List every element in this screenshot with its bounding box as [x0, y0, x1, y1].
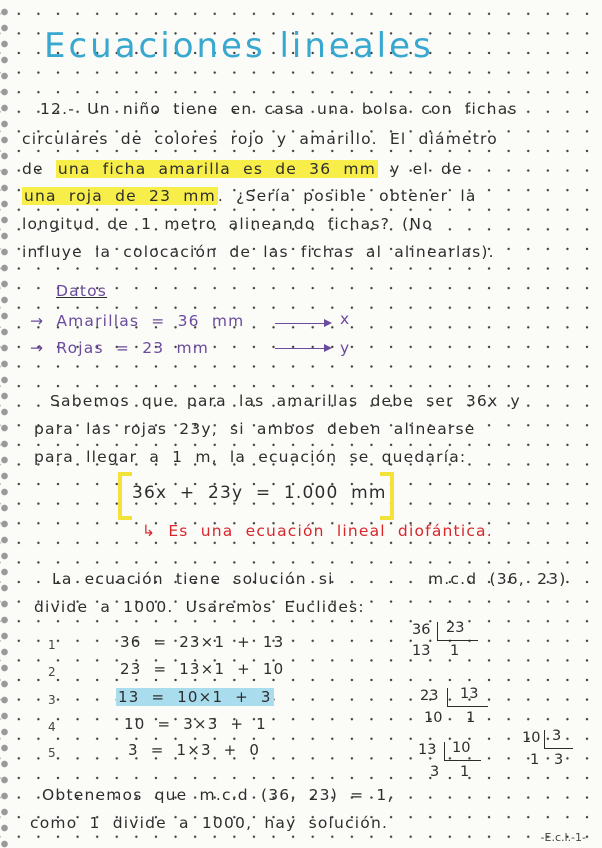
- notebook-binding: [0, 0, 9, 848]
- division-dividend: 10: [522, 730, 541, 746]
- euclid-step-highlighted: 13 = 10×1 + 3: [118, 688, 272, 706]
- equation-bracket-left: [118, 472, 132, 520]
- division-remainder: 1: [530, 752, 540, 768]
- datos-heading: Datos: [56, 282, 108, 300]
- euclid-step: 23 = 13×1 + 10: [120, 660, 285, 678]
- step-number: 3: [48, 693, 56, 707]
- division-quotient: 1: [450, 643, 460, 659]
- highlight-yellow-roja: una roja de 23 mm: [24, 187, 216, 205]
- division-dividend: 23: [420, 688, 439, 704]
- arrow-right-icon: [275, 323, 330, 324]
- step-number: 1: [48, 638, 56, 652]
- division-quotient: 1: [466, 710, 476, 726]
- datos-row-amarillas: → Amarillas = 36 mm: [30, 312, 245, 330]
- equation-note: ↳ Es una ecuación lineal diofántica.: [142, 522, 493, 540]
- datos-row-rojas: → Rojas = 23 mm: [30, 339, 210, 357]
- arrow-right-icon: [275, 348, 330, 349]
- division-divisor: 10: [452, 740, 471, 756]
- conclusion-line-1: Obtenemos que m.c.d (36, 23) = 1,: [42, 786, 394, 804]
- division-quotient: 1: [460, 764, 470, 780]
- division-dividend: 13: [418, 742, 437, 758]
- explanation-line-3: para llegar a 1 m, la ecuación se quedaría:: [34, 448, 467, 466]
- mcd-line-2: divide a 1000. Usaremos Euclides:: [34, 598, 365, 616]
- page-title: Ecuaciones lineales: [44, 26, 434, 66]
- equation-bracket-right: [380, 472, 394, 520]
- page-footer: -E.c.l.-1-: [540, 831, 586, 844]
- problem-line-3: de una ficha amarilla es de 36 mm y el de: [22, 160, 463, 178]
- division-remainder: 3: [430, 764, 440, 780]
- euclid-step: 36 = 23×1 + 13: [120, 633, 285, 651]
- mcd-line-1: La ecuación tiene solución si: [52, 570, 334, 588]
- explanation-line-2: para las rojas 23y, si ambos deben alinearse: [34, 420, 476, 438]
- division-remainder: 10: [424, 710, 443, 726]
- explanation-line-1: Sabemos que para las amarillas debe ser 36x y: [50, 392, 521, 410]
- problem-line-6: influye la colocación de las fichas al alinearlas).: [22, 243, 495, 261]
- step-number: 2: [48, 665, 56, 679]
- euclid-step: 3 = 1×3 + 0: [128, 741, 261, 759]
- division-divisor: 3: [552, 728, 562, 744]
- problem-line-1: 12.- Un niño tiene en casa una bolsa con fichas: [40, 100, 518, 118]
- step-number: 4: [48, 720, 56, 734]
- division-divisor: 23: [446, 620, 465, 636]
- problem-line-2: circulares de colores rojo y amarillo. El diámetro: [22, 130, 498, 148]
- step-number: 5: [48, 746, 56, 760]
- division-remainder: 13: [412, 643, 431, 659]
- datos-var-x: x: [340, 310, 351, 328]
- division-divisor: 13: [460, 686, 479, 702]
- conclusion-line-2: como 1 divide a 1000, hay solución.: [30, 814, 389, 832]
- problem-line-4: una roja de 23 mm . ¿Sería posible obtener la: [24, 187, 477, 205]
- division-quotient: 3: [554, 752, 564, 768]
- datos-var-y: y: [340, 339, 351, 357]
- division-dividend: 36: [412, 622, 431, 638]
- problem-line-5: longitud de 1 metro alineando fichas? (No: [22, 215, 433, 233]
- euclid-step: 10 = 3×3 + 1: [124, 715, 267, 733]
- mcd-expression: m.c.d (36, 23): [428, 570, 567, 588]
- diophantine-equation: 36x + 23y = 1.000 mm: [132, 483, 387, 503]
- highlight-yellow-amarilla: una ficha amarilla es de 36 mm: [57, 160, 377, 178]
